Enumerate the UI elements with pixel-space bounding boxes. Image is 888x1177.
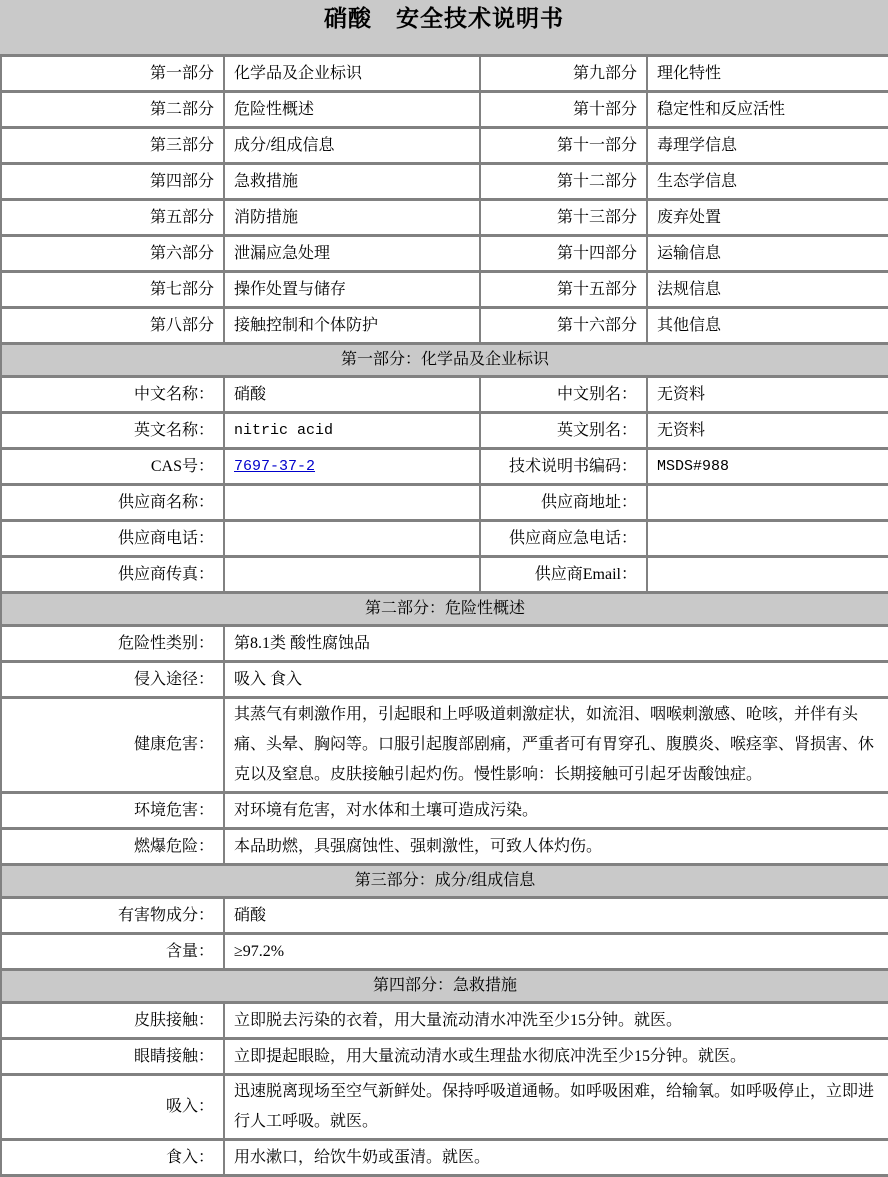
field-label: 技术说明书编码： xyxy=(480,449,647,485)
field-value: 硝酸 xyxy=(224,898,888,934)
toc-part-title: 稳定性和反应活性 xyxy=(647,92,888,128)
field-value xyxy=(224,557,480,593)
field-row-eye-contact xyxy=(1,1039,888,1075)
toc-part-label: 第十部分 xyxy=(480,92,647,128)
field-row-content xyxy=(1,934,888,970)
field-label: 供应商应急电话： xyxy=(480,521,647,557)
field-row-inhalation xyxy=(1,1075,888,1140)
section4-header: 第四部分：急救措施 xyxy=(1,970,888,1003)
toc-part-label: 第八部分 xyxy=(1,308,224,344)
field-value xyxy=(224,485,480,521)
field-label: 侵入途径： xyxy=(1,662,224,698)
field-value xyxy=(224,521,480,557)
field-label: 英文别名： xyxy=(480,413,647,449)
msds-table xyxy=(0,54,888,1177)
section2-header-row xyxy=(1,593,888,626)
field-value: 硝酸 xyxy=(224,377,480,413)
section1-header: 第一部分：化学品及企业标识 xyxy=(1,344,888,377)
toc-part-title: 接触控制和个体防护 xyxy=(224,308,480,344)
field-row-cas xyxy=(1,449,888,485)
document-title-bar xyxy=(0,0,888,54)
field-label: 供应商电话： xyxy=(1,521,224,557)
field-row-harmful-component xyxy=(1,898,888,934)
toc-part-title: 毒理学信息 xyxy=(647,128,888,164)
toc-part-title: 其他信息 xyxy=(647,308,888,344)
field-value: 迅速脱离现场至空气新鲜处。保持呼吸道通畅。如呼吸困难，给输氧。如呼吸停止，立即进行人工呼吸。就医。 xyxy=(224,1075,888,1140)
toc-row-7 xyxy=(1,272,888,308)
field-value: 本品助燃，具强腐蚀性、强刺激性，可致人体灼伤。 xyxy=(224,829,888,865)
field-label: 有害物成分： xyxy=(1,898,224,934)
field-row-entry-route xyxy=(1,662,888,698)
toc-part-label: 第五部分 xyxy=(1,200,224,236)
toc-part-label: 第二部分 xyxy=(1,92,224,128)
toc-part-title: 急救措施 xyxy=(224,164,480,200)
field-label: 含量： xyxy=(1,934,224,970)
field-label: 英文名称： xyxy=(1,413,224,449)
field-label: 供应商地址： xyxy=(480,485,647,521)
page-title: 硝酸 安全技术说明书 xyxy=(324,6,564,31)
toc-row-5 xyxy=(1,200,888,236)
field-value: 用水漱口，给饮牛奶或蛋清。就医。 xyxy=(224,1140,888,1176)
toc-part-title: 理化特性 xyxy=(647,56,888,92)
field-row-supplier-fax xyxy=(1,557,888,593)
field-value: 第8.1类 酸性腐蚀品 xyxy=(224,626,888,662)
section3-header-row xyxy=(1,865,888,898)
toc-part-label: 第十五部分 xyxy=(480,272,647,308)
toc-part-title: 化学品及企业标识 xyxy=(224,56,480,92)
toc-part-label: 第六部分 xyxy=(1,236,224,272)
field-value xyxy=(647,521,888,557)
toc-part-label: 第十三部分 xyxy=(480,200,647,236)
field-row-supplier-name xyxy=(1,485,888,521)
field-label: 供应商传真： xyxy=(1,557,224,593)
toc-row-1 xyxy=(1,56,888,92)
section1-header-row xyxy=(1,344,888,377)
toc-part-title: 法规信息 xyxy=(647,272,888,308)
toc-row-6 xyxy=(1,236,888,272)
field-label: 环境危害： xyxy=(1,793,224,829)
toc-part-label: 第七部分 xyxy=(1,272,224,308)
field-value: 立即脱去污染的衣着，用大量流动清水冲洗至少15分钟。就医。 xyxy=(224,1003,888,1039)
toc-part-title: 生态学信息 xyxy=(647,164,888,200)
field-label: 供应商名称： xyxy=(1,485,224,521)
field-row-health-hazard xyxy=(1,698,888,793)
field-label: 眼睛接触： xyxy=(1,1039,224,1075)
field-value: MSDS#988 xyxy=(647,449,888,485)
section2-header: 第二部分：危险性概述 xyxy=(1,593,888,626)
field-label: 中文名称： xyxy=(1,377,224,413)
toc-row-2 xyxy=(1,92,888,128)
field-value xyxy=(224,449,480,485)
field-row-ingestion xyxy=(1,1140,888,1176)
field-label: 中文别名： xyxy=(480,377,647,413)
toc-part-title: 危险性概述 xyxy=(224,92,480,128)
field-row-explosion-hazard xyxy=(1,829,888,865)
field-row-english-name xyxy=(1,413,888,449)
section4-header-row xyxy=(1,970,888,1003)
field-row-hazard-class xyxy=(1,626,888,662)
toc-part-title: 泄漏应急处理 xyxy=(224,236,480,272)
toc-part-title: 废弃处置 xyxy=(647,200,888,236)
field-label: CAS号： xyxy=(1,449,224,485)
field-label: 供应商Email： xyxy=(480,557,647,593)
toc-part-title: 运输信息 xyxy=(647,236,888,272)
field-value: 吸入 食入 xyxy=(224,662,888,698)
field-value: 立即提起眼睑，用大量流动清水或生理盐水彻底冲洗至少15分钟。就医。 xyxy=(224,1039,888,1075)
field-label: 皮肤接触： xyxy=(1,1003,224,1039)
toc-row-8 xyxy=(1,308,888,344)
toc-row-4 xyxy=(1,164,888,200)
toc-part-label: 第十一部分 xyxy=(480,128,647,164)
field-row-environment-hazard xyxy=(1,793,888,829)
field-value: ≥97.2% xyxy=(224,934,888,970)
field-row-skin-contact xyxy=(1,1003,888,1039)
toc-part-label: 第四部分 xyxy=(1,164,224,200)
cas-number-link[interactable]: 7697-37-2 xyxy=(234,458,316,475)
toc-part-title: 成分/组成信息 xyxy=(224,128,480,164)
field-value xyxy=(647,485,888,521)
toc-part-label: 第一部分 xyxy=(1,56,224,92)
toc-part-title: 消防措施 xyxy=(224,200,480,236)
field-value xyxy=(647,557,888,593)
field-row-supplier-phone xyxy=(1,521,888,557)
field-row-chinese-name xyxy=(1,377,888,413)
field-value: 无资料 xyxy=(647,377,888,413)
field-label: 食入： xyxy=(1,1140,224,1176)
section3-header: 第三部分：成分/组成信息 xyxy=(1,865,888,898)
field-value: 其蒸气有刺激作用，引起眼和上呼吸道刺激症状，如流泪、咽喉刺激感、呛咳，并伴有头痛、头晕、胸闷等。口服引起腹部剧痛，严重者可有胃穿孔、腹膜炎、喉痉挛、肾损害、休克以及窒息。皮肤接触引起灼伤。慢性影响：长期接触可引起牙齿酸蚀症。 xyxy=(224,698,888,793)
toc-part-label: 第十六部分 xyxy=(480,308,647,344)
field-label: 燃爆危险： xyxy=(1,829,224,865)
field-label: 健康危害： xyxy=(1,698,224,793)
toc-part-label: 第三部分 xyxy=(1,128,224,164)
field-label: 吸入： xyxy=(1,1075,224,1140)
toc-part-label: 第十二部分 xyxy=(480,164,647,200)
field-value: 无资料 xyxy=(647,413,888,449)
field-value: nitric acid xyxy=(224,413,480,449)
toc-part-label: 第九部分 xyxy=(480,56,647,92)
toc-part-label: 第十四部分 xyxy=(480,236,647,272)
toc-row-3 xyxy=(1,128,888,164)
toc-part-title: 操作处置与储存 xyxy=(224,272,480,308)
field-label: 危险性类别： xyxy=(1,626,224,662)
field-value: 对环境有危害，对水体和土壤可造成污染。 xyxy=(224,793,888,829)
